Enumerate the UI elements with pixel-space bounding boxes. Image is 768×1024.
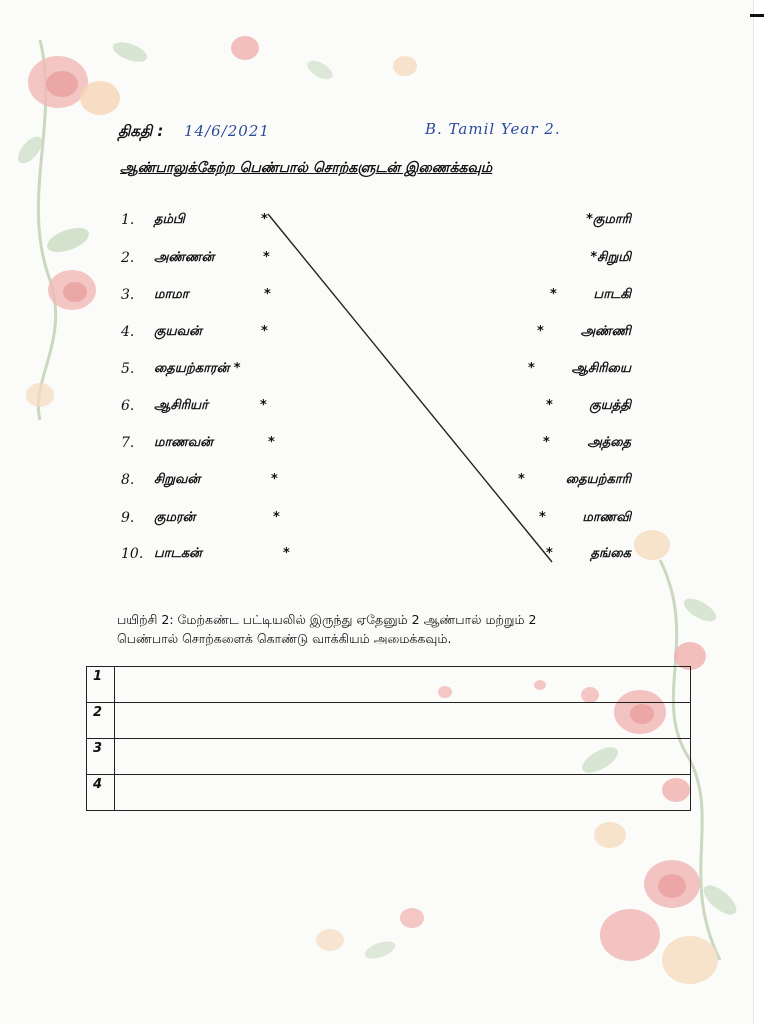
left-word: மாணவன் xyxy=(154,435,213,450)
left-word: தம்பி xyxy=(154,212,185,227)
answer-row-number: 4 xyxy=(87,775,115,811)
left-word: அண்ணன் xyxy=(154,250,215,265)
exercise2-instructions xyxy=(117,610,617,648)
left-star: * xyxy=(263,250,270,265)
left-word: குமரன் xyxy=(154,510,196,525)
left-word: குயவன் xyxy=(154,324,202,339)
left-star: * xyxy=(261,324,268,339)
right-star: * xyxy=(537,324,544,339)
date-label: திகதி : xyxy=(118,122,164,140)
exercise2-line1: பயிற்சி 2: மேற்கண்ட பட்டியலில் இருந்து ஏதேனும் 2 ஆண்பால் மற்றும் 2 xyxy=(117,612,537,627)
right-star: * xyxy=(546,546,553,561)
right-word: *குமாரி xyxy=(586,212,631,227)
answer-row-number: 3 xyxy=(87,739,115,775)
right-star: * xyxy=(518,472,525,487)
right-word: தங்கை xyxy=(590,546,631,561)
left-star: * xyxy=(268,435,275,450)
left-word: தையற்காரன் * xyxy=(154,361,241,376)
left-star: * xyxy=(264,287,271,302)
answer-cell[interactable] xyxy=(115,775,691,811)
item-number: 2. xyxy=(121,250,135,266)
left-star: * xyxy=(271,472,278,487)
right-word: தையற்காரி xyxy=(565,472,631,487)
item-number: 6. xyxy=(121,398,135,414)
right-word: *சிறுமி xyxy=(590,250,631,265)
answer-cell[interactable] xyxy=(115,739,691,775)
scan-edge xyxy=(753,0,768,1024)
right-star: * xyxy=(528,361,535,376)
answer-row xyxy=(87,775,691,811)
answer-row xyxy=(87,703,691,739)
item-number: 9. xyxy=(121,510,135,526)
class-note-handwritten: B. Tamil Year 2. xyxy=(425,120,561,138)
answer-cell[interactable] xyxy=(115,703,691,739)
right-star: * xyxy=(539,510,546,525)
left-word: ஆசிரியர் xyxy=(154,398,208,413)
right-word: ஆசிரியை xyxy=(571,361,631,376)
scan-edge-mark xyxy=(750,14,764,17)
right-word: அண்ணி xyxy=(580,324,631,339)
item-number: 7. xyxy=(121,435,135,451)
item-number: 3. xyxy=(121,287,135,303)
answer-row-number: 1 xyxy=(87,667,115,703)
left-star: * xyxy=(283,546,290,561)
left-star: * xyxy=(260,398,267,413)
left-word: பாடகன் xyxy=(154,546,202,561)
answer-table xyxy=(86,666,691,811)
right-word: பாடகி xyxy=(593,287,631,302)
left-star: * xyxy=(261,212,268,227)
date-value-handwritten: 14/6/2021 xyxy=(184,122,270,140)
exercise2-line2: பெண்பால் சொற்களைக் கொண்டு வாக்கியம் அமைக்கவும். xyxy=(117,631,452,646)
right-word: குயத்தி xyxy=(589,398,631,413)
answer-row xyxy=(87,739,691,775)
item-number: 10. xyxy=(121,546,144,562)
right-word: அத்தை xyxy=(587,435,631,450)
exercise1-title: ஆண்பாலுக்கேற்ற பெண்பால் சொற்களுடன் இணைக்கவும் xyxy=(120,160,493,176)
answer-cell[interactable] xyxy=(115,667,691,703)
item-number: 8. xyxy=(121,472,135,488)
item-number: 1. xyxy=(121,212,135,228)
left-word: சிறுவன் xyxy=(154,472,201,487)
item-number: 4. xyxy=(121,324,135,340)
left-word: மாமா xyxy=(154,287,189,302)
matching-line xyxy=(268,214,552,562)
right-star: * xyxy=(546,398,553,413)
right-word: மாணவி xyxy=(582,510,631,525)
item-number: 5. xyxy=(121,361,135,377)
left-star: * xyxy=(273,510,280,525)
right-star: * xyxy=(550,287,557,302)
answer-row-number: 2 xyxy=(87,703,115,739)
answer-row xyxy=(87,667,691,703)
right-star: * xyxy=(543,435,550,450)
